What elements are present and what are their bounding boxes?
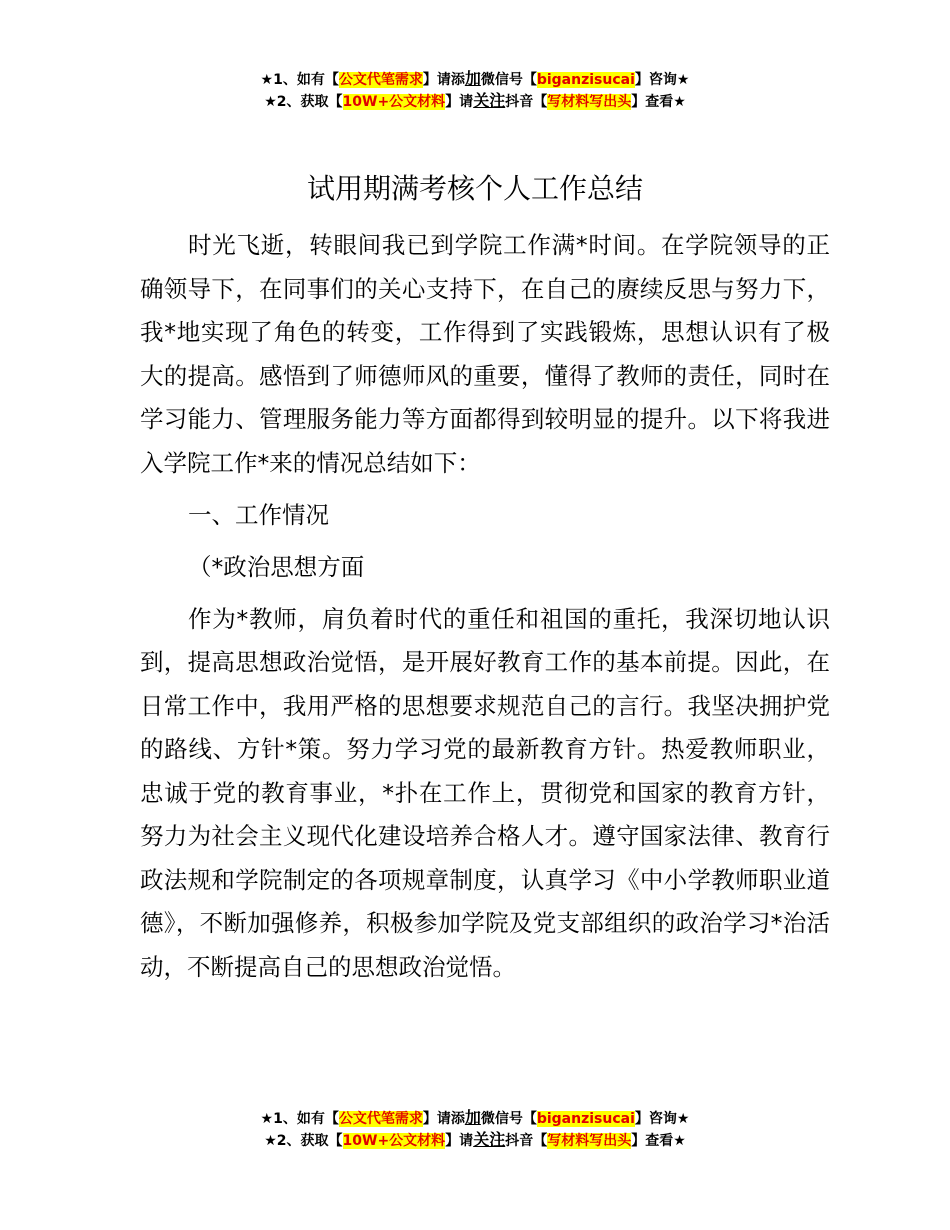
banner-text: 】咨询★ — [634, 72, 690, 88]
banner-line-2 — [0, 90, 950, 112]
subsection-heading: （*政治思想方面 — [188, 552, 365, 581]
document-title: 试用期满考核个人工作总结 — [306, 172, 643, 205]
highlighted-materials: 10W+公文材料 — [342, 1133, 446, 1149]
banner-text: ★2、获取【 — [264, 94, 343, 110]
douyin-account: 写材料写出头 — [547, 1133, 632, 1149]
banner-text: 】请添 — [422, 72, 465, 88]
banner-line-2 — [0, 1129, 950, 1151]
banner-text: 】咨询★ — [634, 1111, 690, 1127]
section-heading: 一、工作情况 — [188, 500, 329, 529]
banner-line-1 — [0, 1107, 950, 1129]
banner-emphasis: 关注 — [473, 91, 506, 110]
highlighted-service: 公文代笔需求 — [338, 1111, 423, 1127]
document-body — [140, 224, 830, 989]
banner-text: ★2、获取【 — [264, 1133, 343, 1149]
douyin-account: 写材料写出头 — [547, 94, 632, 110]
banner-text: 微信号【 — [480, 1111, 537, 1127]
wechat-id: biganzisucai — [536, 72, 635, 88]
banner-text: 抖音【 — [505, 94, 548, 110]
banner-text: 】请 — [445, 94, 474, 110]
highlighted-service: 公文代笔需求 — [338, 72, 423, 88]
highlighted-materials: 10W+公文材料 — [342, 94, 446, 110]
banner-text: ★1、如有【 — [260, 72, 339, 88]
banner-text: 】查看★ — [631, 1133, 686, 1149]
banner-text: 】请 — [445, 1133, 474, 1149]
banner-text: 抖音【 — [505, 1133, 548, 1149]
banner-line-1 — [0, 68, 950, 90]
banner-emphasis: 加 — [464, 69, 481, 88]
header-banner — [0, 68, 950, 112]
banner-text: 】查看★ — [631, 94, 686, 110]
body-paragraph: 作为*教师，肩负着时代的重任和祖国的重托，我深切地认识到，提高思想政治觉悟，是开展好教育工作的基本前提。因此，在日常工作中，我用严格的思想要求规范自己的言行。我坚决拥护党的路线、方针*策。努力学习党的最新教育方针。热爱教师职业，忠诚于党的教育事业，*扑在工作上，贯彻党和国家的教育方针，努力为社会主义现代化建设培养合格人才。遵守国家法律、教育行政法规和学院制定的各项规章制度，认真学习《中小学教师职业道德》，不断加强修养，积极参加学院及党支部组织的政治学习*治活动，不断提高自己的思想政治觉悟。 — [140, 604, 830, 981]
banner-text: 】请添 — [422, 1111, 465, 1127]
footer-banner — [0, 1107, 950, 1151]
banner-text: ★1、如有【 — [260, 1111, 339, 1127]
wechat-id: biganzisucai — [536, 1111, 635, 1127]
banner-emphasis: 加 — [464, 1108, 481, 1127]
banner-emphasis: 关注 — [473, 1130, 506, 1149]
banner-text: 微信号【 — [480, 72, 537, 88]
intro-paragraph: 时光飞逝，转眼间我已到学院工作满*时间。在学院领导的正确领导下，在同事们的关心支持下，在自己的赓续反思与努力下，我*地实现了角色的转变，工作得到了实践锻炼，思想认识有了极大的提高。感悟到了师德师风的重要，懂得了教师的责任，同时在学习能力、管理服务能力等方面都得到较明显的提升。以下将我进入学院工作*来的情况总结如下： — [140, 231, 830, 477]
